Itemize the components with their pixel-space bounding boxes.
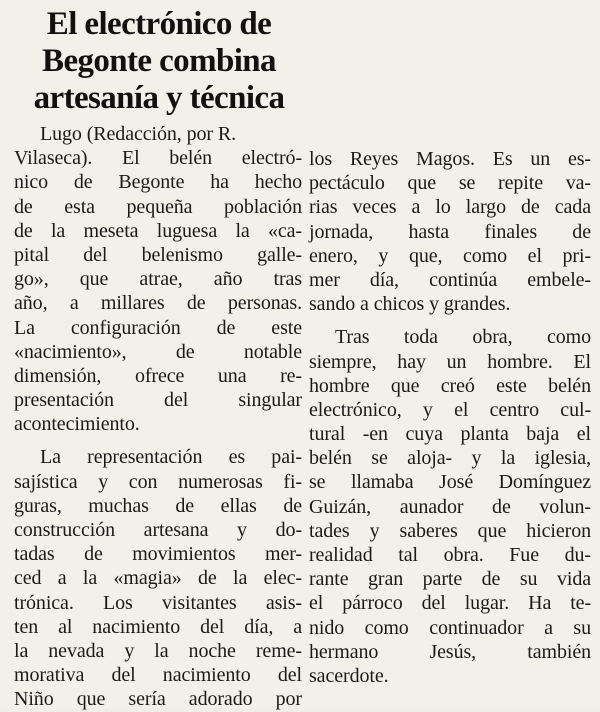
text-line: nido como continuador a su xyxy=(309,616,591,639)
text-line: sando a chicos y grandes. xyxy=(309,293,511,316)
text-line: de la meseta luguesa la «ca- xyxy=(14,219,302,242)
text-line: guras, muchas de ellas de xyxy=(14,494,302,517)
text-line: electrónico, y el centro cul- xyxy=(309,398,591,421)
text-line: año, a millares de personas. xyxy=(14,292,302,315)
text-line: hermano Jesús, también xyxy=(309,640,591,663)
article-column-right xyxy=(309,147,591,688)
text-line: hombre que creó este belén xyxy=(309,374,591,397)
headline-line: Begonte combina xyxy=(42,43,276,79)
text-line: acontecimiento. xyxy=(14,413,140,436)
text-line: nico de Begonte ha hecho xyxy=(14,171,302,194)
text-line: pital del belenismo galle- xyxy=(14,243,302,266)
text-line: realidad tal obra. Fue du- xyxy=(309,544,591,566)
text-line: enero, y que, como el pri- xyxy=(309,244,591,267)
text-line: «nacimiento», de notable xyxy=(14,340,302,363)
text-line: Tras toda obra, como xyxy=(335,326,591,349)
text-line: los Reyes Magos. Es un es- xyxy=(309,148,591,170)
text-line: presentación del singular xyxy=(14,389,302,412)
text-line: morativa del nacimiento del xyxy=(14,664,302,687)
text-line: Lugo (Redacción, por R. xyxy=(40,123,236,145)
text-line: el párroco del lugar. Ha te- xyxy=(309,592,591,615)
headline-line: El electrónico de xyxy=(46,6,272,42)
text-line: ced a la «magia» de la elec- xyxy=(14,567,302,590)
text-line: pectáculo que se repite va- xyxy=(309,172,591,195)
text-line: rante gran parte de su vida xyxy=(309,568,591,591)
text-line: tades y saberes que hicieron xyxy=(309,519,591,542)
text-line: belén se aloja- y la iglesia, xyxy=(309,447,591,470)
text-line: jornada, hasta finales de xyxy=(309,220,591,243)
text-line: Guizán, aunador de volun- xyxy=(309,495,591,518)
text-line: La representación es pai- xyxy=(40,446,302,469)
text-line: sacerdote. xyxy=(309,664,389,687)
text-line: ten al nacimiento del día, a xyxy=(14,615,302,638)
article-column-left xyxy=(14,122,302,712)
text-line: sajística y con numerosas fi- xyxy=(14,470,302,493)
text-line: go», que atrae, año tras xyxy=(14,268,302,291)
headline-line: artesanía y técnica xyxy=(33,80,285,116)
text-line: siempre, hay un hombre. El xyxy=(309,350,591,373)
text-line: tadas de movimientos mer- xyxy=(14,543,302,566)
text-line: Vilaseca). El belén electró- xyxy=(14,147,302,170)
text-line: de esta pequeña población xyxy=(14,195,302,218)
paragraph-gap xyxy=(14,436,302,445)
text-line: La configuración de este xyxy=(14,316,302,339)
text-line: tural -en cuya planta baja el xyxy=(309,423,591,446)
text-line: rias veces a lo largo de cada xyxy=(309,196,591,219)
text-line: la nevada y la noche reme- xyxy=(14,639,302,662)
text-line: mer día, continúa embele- xyxy=(309,268,591,291)
text-line: construcción artesana y do- xyxy=(14,519,302,541)
text-line: trónica. Los visitantes asis- xyxy=(14,591,302,614)
text-line: se llamaba José Domínguez xyxy=(309,471,591,494)
paragraph-gap xyxy=(309,316,591,325)
article-headline xyxy=(14,6,304,117)
text-line: Niño que sería adorado por xyxy=(14,688,302,711)
text-line: dimensión, ofrece una re- xyxy=(14,364,302,387)
